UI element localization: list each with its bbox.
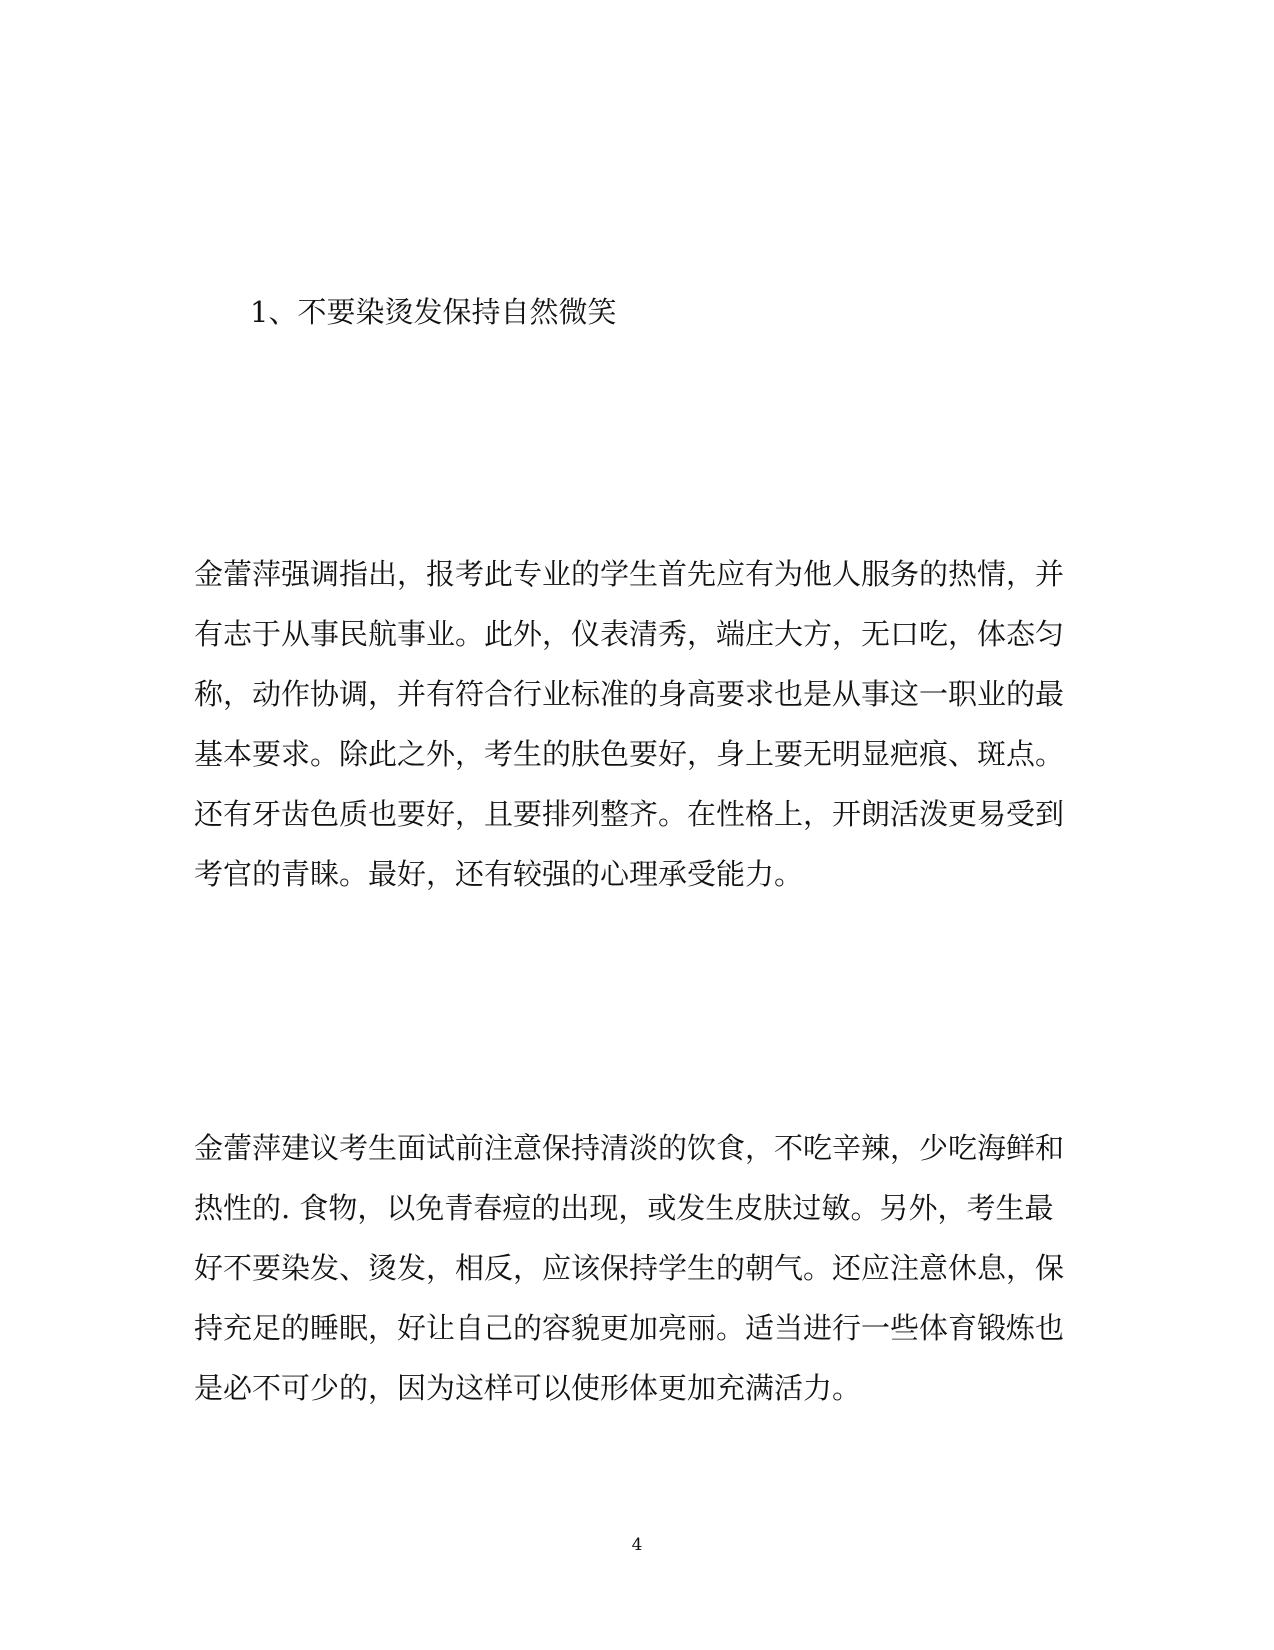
paragraph-line: 热性的. 食物，以免青春痘的出现，或发生皮肤过敏。另外，考生最 (194, 1191, 1054, 1225)
paragraph-line: 金蕾萍强调指出，报考此专业的学生首先应有为他人服务的热情，并 (194, 557, 1065, 591)
paragraph-line: 是必不可少的，因为这样可以使形体更加充满活力。 (194, 1371, 862, 1405)
paragraph-line: 有志于从事民航事业。此外，仪表清秀，端庄大方，无口吃，体态匀 (194, 617, 1065, 651)
paragraph-line: 考官的青睐。最好，还有较强的心理承受能力。 (194, 857, 804, 891)
section-heading: 1、不要染烫发保持自然微笑 (250, 295, 617, 329)
page-number: 4 (631, 1535, 643, 1555)
paragraph-line: 好不要染发、烫发，相反，应该保持学生的朝气。还应注意休息，保 (194, 1251, 1065, 1285)
paragraph-line: 称，动作协调，并有符合行业标准的身高要求也是从事这一职业的最 (194, 677, 1065, 711)
paragraph-line: 持充足的睡眠，好让自己的容貌更加亮丽。适当进行一些体育锻炼也 (194, 1311, 1065, 1345)
paragraph-line: 基本要求。除此之外，考生的肤色要好，身上要无明显疤痕、斑点。 (194, 737, 1065, 771)
paragraph-line: 还有牙齿色质也要好，且要排列整齐。在性格上，开朗活泼更易受到 (194, 797, 1065, 831)
paragraph-requirements (194, 544, 1074, 904)
paragraph-line: 金蕾萍建议考生面试前注意保持清淡的饮食，不吃辛辣，少吃海鲜和 (194, 1131, 1065, 1165)
paragraph-advice (194, 1118, 1074, 1418)
